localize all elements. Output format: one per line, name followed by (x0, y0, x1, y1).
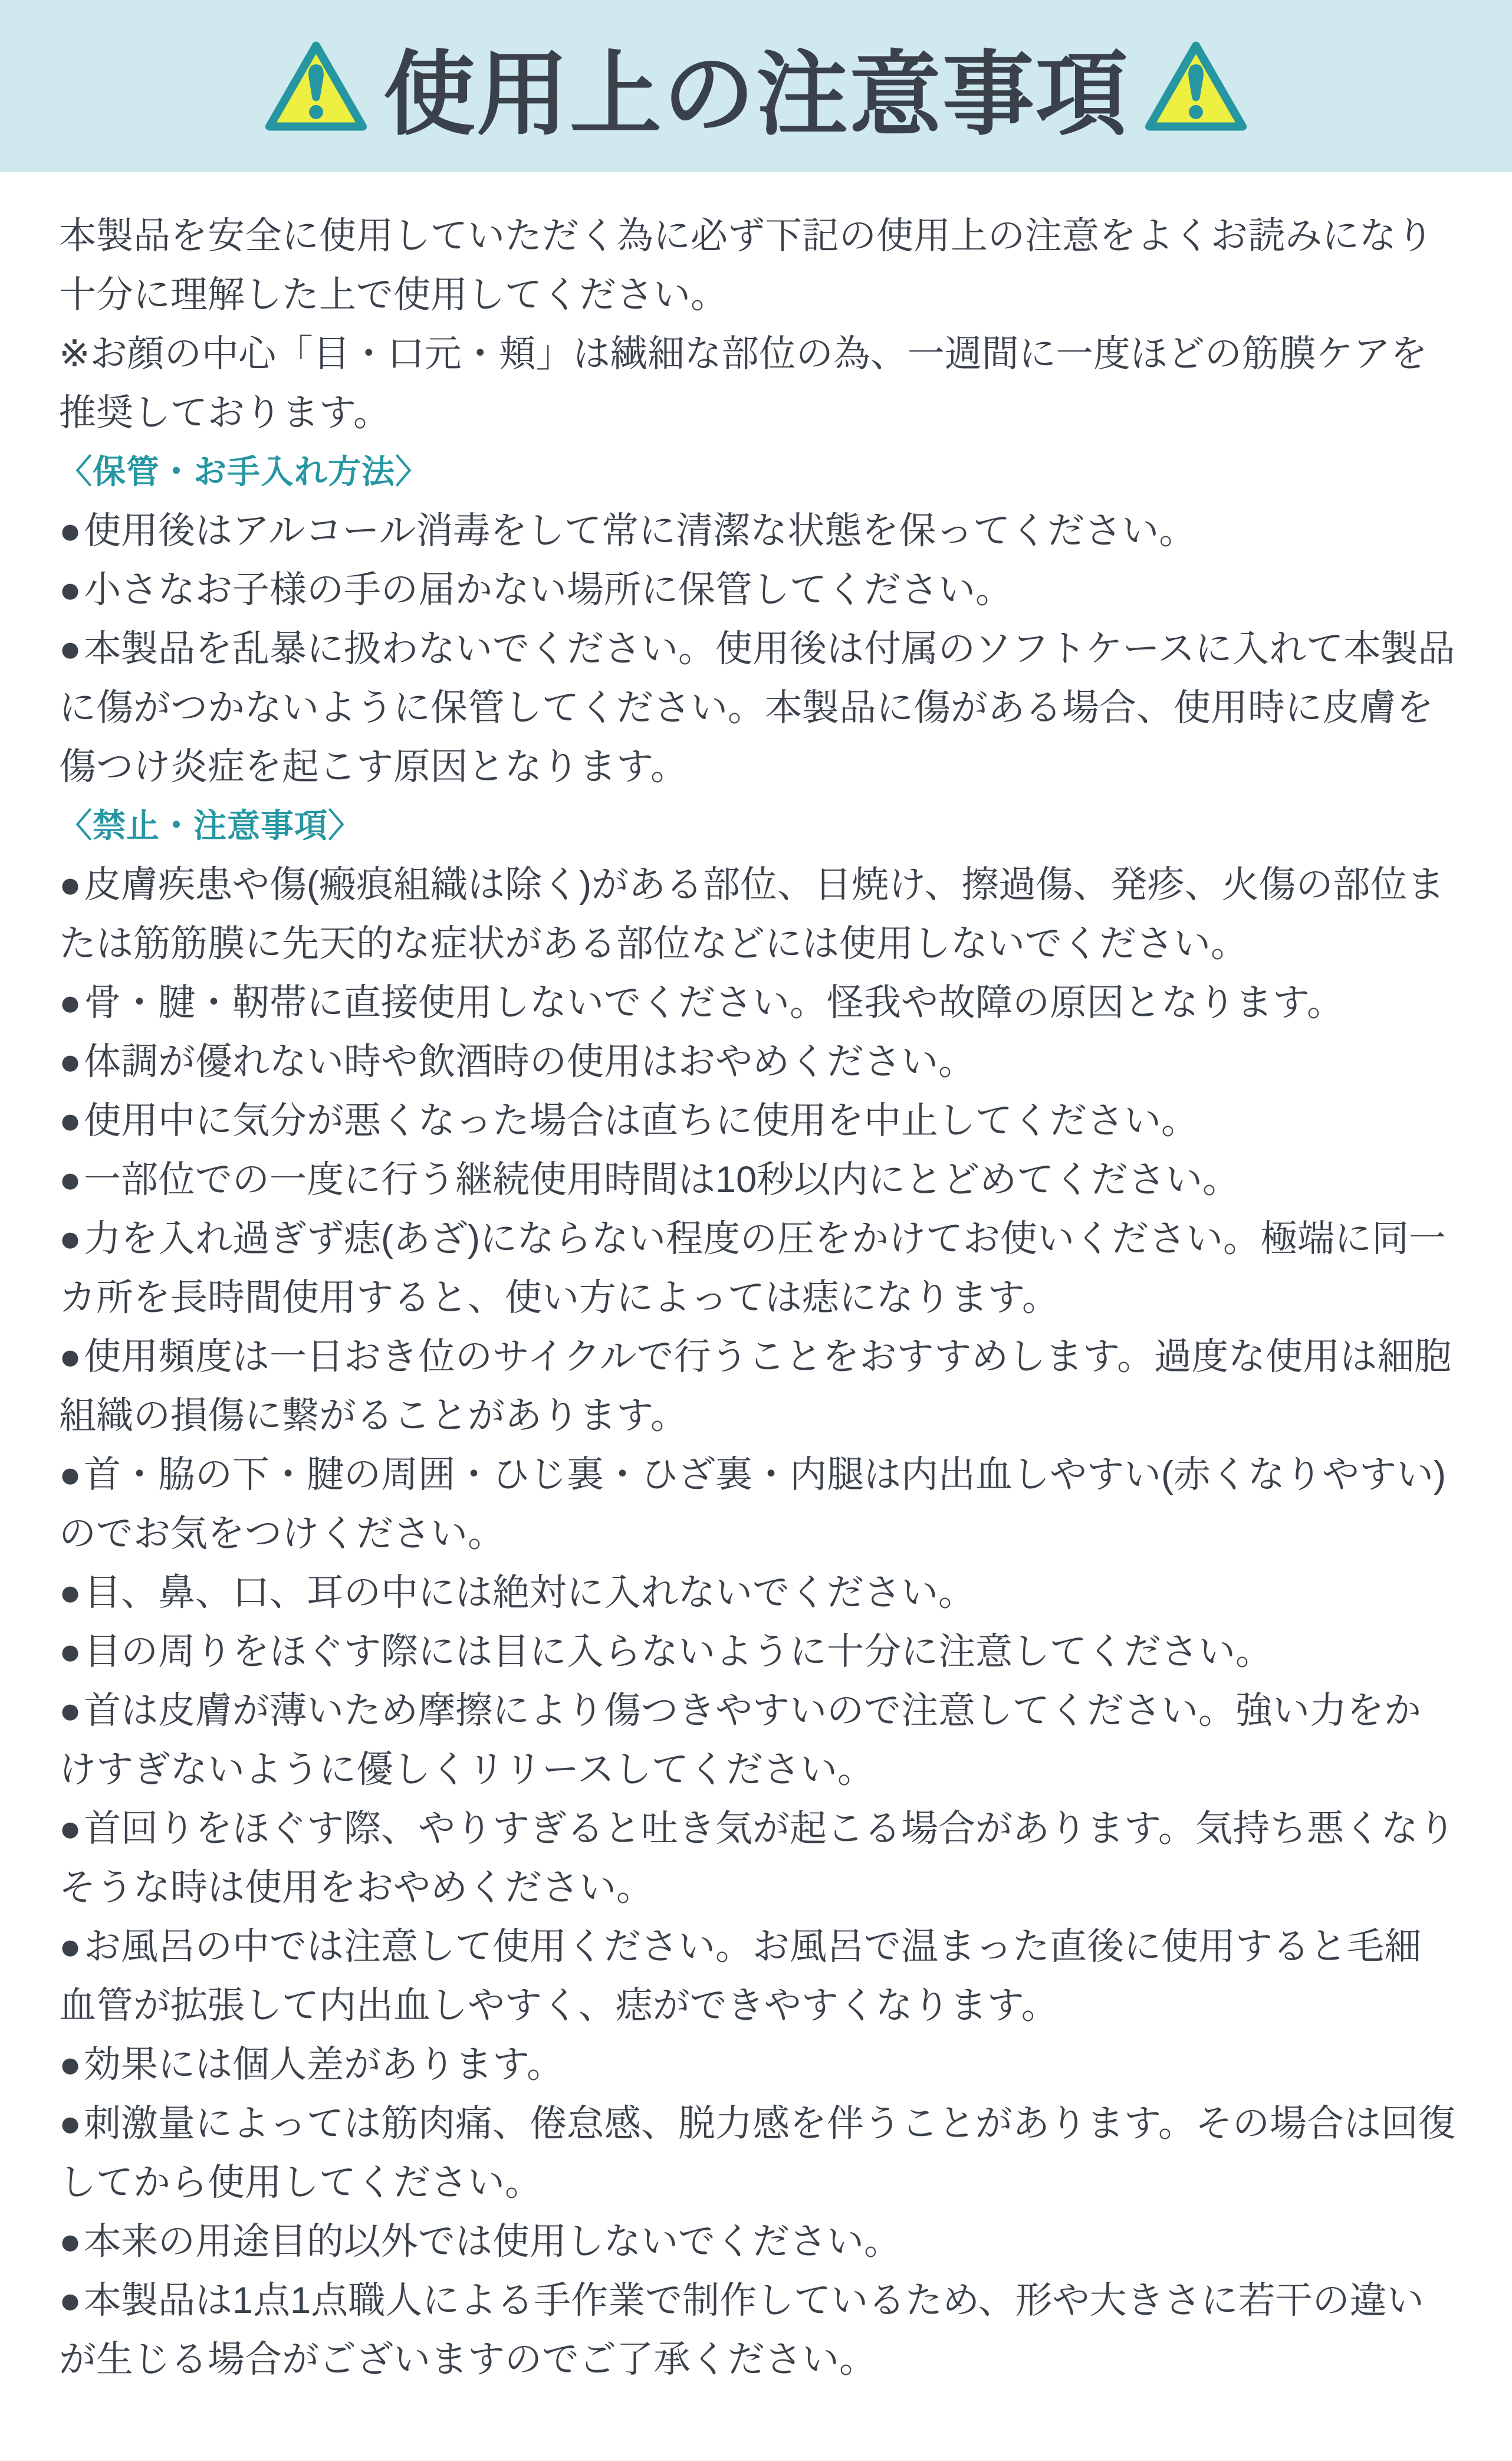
note-text: 首回りをほぐす際、やりすぎると吐き気が起こる場合があります。気持ち悪くなりそうな時は使用をおやめください。 (59, 1808, 1456, 1908)
note-item (59, 1327, 1456, 1445)
note-text: 力を入れ過ぎず痣(あざ)にならない程度の圧をかけてお使いください。極端に同一カ所を長時間使用すると、使い方によっては痣になります。 (59, 1218, 1447, 1318)
note-text: 本製品を乱暴に扱わないでください。使用後は付属のソフトケースに入れて本製品に傷がつかないように保管してください。本製品に傷がある場合、使用時に皮膚を傷つけ炎症を起こす原因となります。 (59, 628, 1455, 787)
intro-paragraph: 本製品を安全に使用していただく為に必ず下記の使用上の注意をよくお読みになり十分に理解した上で使用してください。 (59, 215, 1434, 316)
note-text: 刺激量によっては筋肉痛、倦怠感、脱力感を伴うことがあります。その場合は回復してから使用してください。 (59, 2103, 1456, 2203)
note-text: 使用後はアルコール消毒をして常に清潔な状態を保ってください。 (84, 510, 1197, 552)
intro-paragraph: ※お顔の中心「目・口元・頬」は繊細な部位の為、一週間に一度ほどの筋膜ケアを推奨しております。 (59, 333, 1428, 434)
note-text: 首は皮膚が薄いため摩擦により傷つきやすいので注意してください。強い力をかけすぎないように優しくリリースしてください。 (59, 1690, 1422, 1790)
bullet-icon: ● (59, 1926, 82, 1967)
note-item (59, 1091, 1456, 1150)
notes-body (0, 172, 1512, 2436)
note-text: お風呂の中では注意して使用ください。お風呂で温まった直後に使用すると毛細血管が拡張して内出血しやすく、痣ができやすくなります。 (59, 1926, 1422, 2026)
bullet-icon: ● (59, 864, 82, 905)
note-item (59, 973, 1456, 1032)
note-item (59, 1563, 1456, 1622)
section-heading-2: 〈禁止・注意事項〉 (59, 807, 361, 844)
bullet-icon: ● (59, 1572, 82, 1613)
bullet-icon: ● (59, 1808, 82, 1849)
note-item (59, 1917, 1456, 2035)
warning-triangle-icon-left (264, 40, 368, 133)
bullet-icon: ● (59, 1690, 82, 1731)
note-text: 皮膚疾患や傷(瘢痕組織は除く)がある部位、日焼け、擦過傷、発疹、火傷の部位または筋筋膜に先天的な症状がある部位などには使用しないでください。 (59, 864, 1445, 964)
note-text: 一部位での一度に行う継続使用時間は10秒以内にとどめてください。 (84, 1159, 1240, 1200)
note-text: 使用中に気分が悪くなった場合は直ちに使用を中止してください。 (84, 1100, 1199, 1141)
note-item (59, 2212, 1456, 2271)
warning-triangle-icon-right (1144, 40, 1248, 133)
bullet-icon: ● (59, 1041, 82, 1082)
bullet-icon: ● (59, 2044, 82, 2085)
note-item (59, 2035, 1456, 2094)
bullet-icon: ● (59, 1454, 82, 1495)
note-text: 使用頻度は一日おき位のサイクルで行うことをおすすめします。過度な使用は細胞組織の損傷に繋がることがあります。 (59, 1336, 1452, 1436)
note-text: 目の周りをほぐす際には目に入らないように十分に注意してください。 (84, 1631, 1273, 1672)
page-title: 使用上の注意事項 (383, 43, 1129, 146)
note-item (59, 2271, 1456, 2389)
bullet-icon: ● (59, 2221, 82, 2262)
note-item (59, 560, 1456, 619)
note-text: 小さなお子様の手の届かない場所に保管してください。 (84, 569, 1013, 611)
bullet-icon: ● (59, 1336, 82, 1377)
note-text: 体調が優れない時や飲酒時の使用はおやめください。 (84, 1041, 976, 1082)
note-text: 目、鼻、口、耳の中には絶対に入れないでください。 (84, 1572, 976, 1613)
bullet-icon: ● (59, 510, 82, 552)
note-item (59, 2094, 1456, 2212)
note-item (59, 619, 1456, 796)
note-item (59, 855, 1456, 973)
header-band (0, 0, 1512, 172)
bullet-icon: ● (59, 2103, 82, 2144)
bullet-icon: ● (59, 1631, 82, 1672)
bullet-icon: ● (59, 569, 82, 611)
note-item (59, 501, 1456, 560)
note-text: 本製品は1点1点職人による手作業で制作しているため、形や大きさに若干の違いが生じる場合がございますのでご了承ください。 (59, 2280, 1424, 2380)
note-text: 効果には個人差があります。 (84, 2044, 564, 2085)
note-item (59, 1209, 1456, 1327)
note-text: 首・脇の下・腱の周囲・ひじ裏・ひざ裏・内腿は内出血しやすい(赤くなりやすい)のでお気をつけください。 (59, 1454, 1447, 1554)
note-item (59, 1445, 1456, 1563)
bullet-icon: ● (59, 1218, 82, 1259)
bullet-icon: ● (59, 628, 82, 670)
bullet-icon: ● (59, 1100, 82, 1141)
note-item (59, 1799, 1456, 1917)
section-heading-1: 〈保管・お手入れ方法〉 (59, 453, 429, 490)
note-item (59, 1150, 1456, 1209)
bullet-icon: ● (59, 982, 82, 1023)
bullet-icon: ● (59, 1159, 82, 1200)
note-text: 骨・腱・靭帯に直接使用しないでください。怪我や故障の原因となります。 (84, 982, 1345, 1023)
note-item (59, 1622, 1456, 1681)
note-item (59, 1032, 1456, 1091)
note-text: 本来の用途目的以外では使用しないでください。 (84, 2221, 902, 2262)
note-item (59, 1681, 1456, 1799)
bullet-icon: ● (59, 2280, 82, 2321)
